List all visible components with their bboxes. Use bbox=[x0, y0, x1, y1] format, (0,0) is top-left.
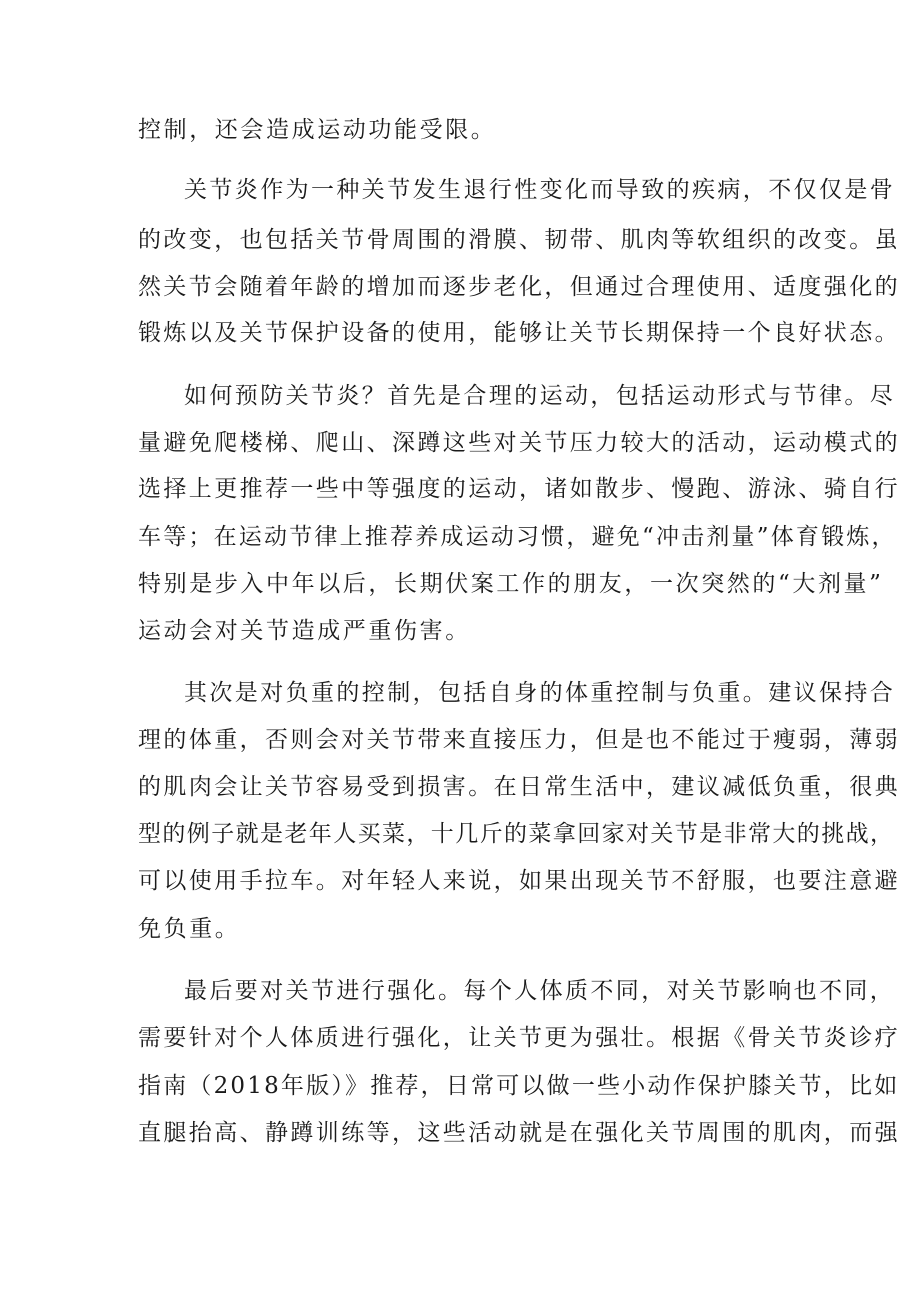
text-line: 量避免爬楼梯、爬山、深蹲这些对关节压力较大的活动，运动模式的 bbox=[138, 430, 900, 456]
text-line: 可以使用手拉车。对年轻人来说，如果出现关节不舒服，也要注意避 bbox=[138, 868, 900, 894]
text-line: 型的例子就是老年人买菜，十几斤的菜拿回家对关节是非常大的挑战， bbox=[138, 821, 895, 847]
text-line: 指南（2018年版）》推荐，日常可以做一些小动作保护膝关节，比如 bbox=[138, 1073, 900, 1099]
text-line: 运动会对关节造成严重伤害。 bbox=[138, 618, 471, 644]
text-line: 需要针对个人体质进行强化，让关节更为强壮。根据《骨关节炎诊疗 bbox=[138, 1025, 900, 1051]
text-line: 的肌肉会让关节容易受到损害。在日常生活中，建议减低负重，很典 bbox=[138, 774, 900, 800]
text-line: 选择上更推荐一些中等强度的运动，诸如散步、慢跑、游泳、骑自行 bbox=[138, 476, 900, 502]
text-line: 如何预防关节炎？首先是合理的运动，包括运动形式与节律。尽 bbox=[184, 383, 896, 409]
text-line: 其次是对负重的控制，包括自身的体重控制与负重。建议保持合 bbox=[184, 680, 896, 706]
text-line: 最后要对关节进行强化。每个人体质不同，对关节影响也不同， bbox=[184, 978, 896, 1004]
text-line: 锻炼以及关节保护设备的使用，能够让关节长期保持一个良好状态。 bbox=[138, 320, 900, 346]
text-line: 直腿抬高、静蹲训练等，这些活动就是在强化关节周围的肌肉，而强 bbox=[138, 1120, 900, 1146]
text-line: 免负重。 bbox=[138, 916, 241, 942]
text-line: 的改变，也包括关节骨周围的滑膜、韧带、肌肉等软组织的改变。虽 bbox=[138, 227, 900, 253]
text-line: 理的体重，否则会对关节带来直接压力，但是也不能过于瘦弱，薄弱 bbox=[138, 727, 900, 753]
text-line: 关节炎作为一种关节发生退行性变化而导致的疾病，不仅仅是骨 bbox=[184, 177, 896, 203]
text-line: 控制，还会造成运动功能受限。 bbox=[138, 117, 497, 143]
text-line: 车等；在运动节律上推荐养成运动习惯，避免“冲击剂量”体育锻炼， bbox=[138, 524, 897, 550]
text-line: 特别是步入中年以后，长期伏案工作的朋友，一次突然的“大剂量” bbox=[138, 571, 884, 597]
text-line: 然关节会随着年龄的增加而逐步老化，但通过合理使用、适度强化的 bbox=[138, 274, 900, 300]
